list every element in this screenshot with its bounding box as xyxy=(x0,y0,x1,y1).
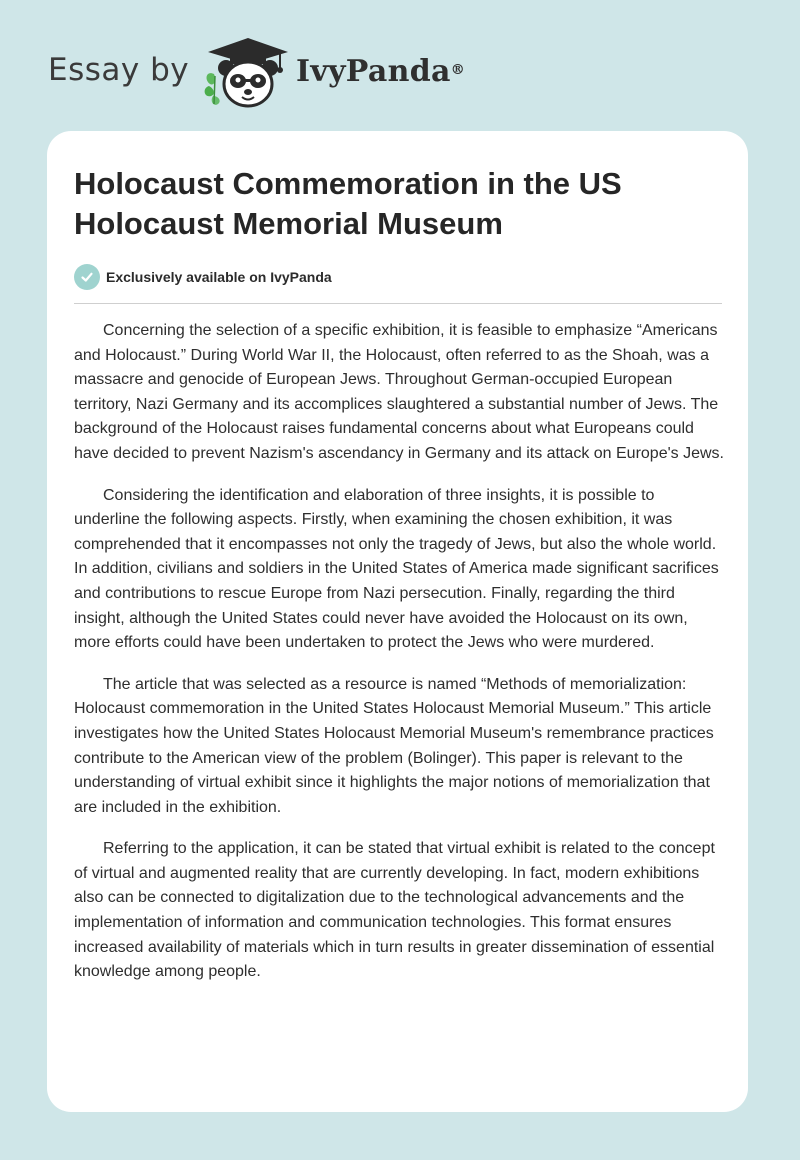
divider xyxy=(74,303,722,304)
essay-by-label: Essay by xyxy=(48,52,190,88)
paragraph: The article that was selected as a resource is named “Methods of memorialization: Holocaust commemoration in the United States Holocaust Memorial Museum.” This article investigates how the United States Holocaust Memorial Museum's remembrance practices contribute to the American view of the problem (Bolinger). This paper is relevant to the understanding of virtual exhibit since it highlights the major notions of memorialization that are included in the exhibition. xyxy=(74,675,714,816)
site-header xyxy=(0,0,800,130)
paragraph: Referring to the application, it can be stated that virtual exhibit is related to the concept of virtual and augmented reality that are currently developing. In fact, modern exhibitions also can be connected to digitalization due to the technological advancements and the implementation of information and communication technologies. This format ensures increased availability of materials which in turn results in greater dissemination of essential knowledge among people. xyxy=(74,840,715,981)
registered-mark: ® xyxy=(450,62,466,78)
exclusive-badge xyxy=(74,264,332,290)
ivy-leaf-icon xyxy=(205,73,220,105)
paragraph: Concerning the selection of a specific exhibition, it is feasible to emphasize “Americans and Holocaust.” During World War II, the Holocaust, often referred to as the Shoah, was a massacre and genocide of European Jews. Throughout German-occupied European territory, Nazi Germany and its accomplices slaughtered a substantial number of Jews. The background of the Holocaust raises fundamental concerns about what Europeans could have decided to prevent Nazism's ascendancy in Germany and its attack on Europe's Jews. xyxy=(74,322,724,462)
brand-name[interactable] xyxy=(296,52,465,92)
exclusive-badge-text: Exclusively available on IvyPanda xyxy=(106,269,332,285)
essay-body xyxy=(74,319,724,1002)
essay-card xyxy=(47,131,748,1112)
brand-name-text: IvyPanda xyxy=(296,54,451,89)
essay-title: Holocaust Commemoration in the US Holocaust Memorial Museum xyxy=(74,166,622,241)
paragraph: Considering the identification and elaboration of three insights, it is possible to underline the following aspects. Firstly, when examining the chosen exhibition, it was comprehended that it encompasses not only the tragedy of Jews, but also the whole world. In addition, civilians and soldiers in the United States of America made significant sacrifices and contributions to rescue Europe from Nazi persecution. Finally, regarding the third insight, although the United States could never have avoided the Holocaust on its own, more efforts could have been undertaken to protect the Jews who were murdered. xyxy=(74,486,719,652)
panda-graduate-icon xyxy=(200,34,296,110)
ivypanda-logo[interactable] xyxy=(200,34,296,110)
checkmark-icon xyxy=(74,264,100,290)
